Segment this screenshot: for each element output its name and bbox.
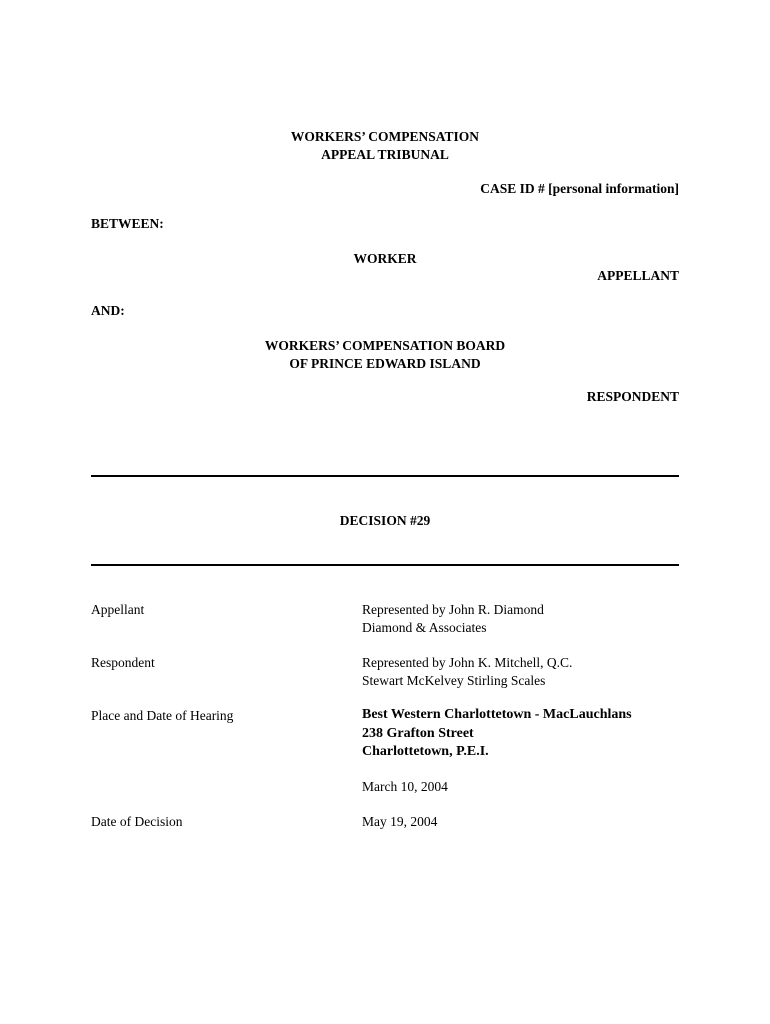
appellant-label: Appellant xyxy=(91,602,145,617)
appellant-name: WORKER xyxy=(353,251,417,266)
case-id: CASE ID # [personal information] xyxy=(480,181,679,196)
respondent-label: Respondent xyxy=(91,655,155,670)
between-label: BETWEEN: xyxy=(91,216,164,231)
respondent-representation xyxy=(362,654,572,690)
hearing-city: Charlottetown, P.E.I. xyxy=(362,744,489,759)
respondent-name xyxy=(0,337,770,373)
top-divider xyxy=(91,475,679,477)
decision-date-label: Date of Decision xyxy=(91,814,183,829)
tribunal-title-line1: WORKERS’ COMPENSATION xyxy=(290,129,480,144)
tribunal-title xyxy=(0,128,770,164)
appellant-representation xyxy=(362,601,544,637)
respondent-name-line1: WORKERS’ COMPENSATION BOARD xyxy=(264,338,506,353)
respondent-name-line2: OF PRINCE EDWARD ISLAND xyxy=(289,356,481,371)
respondent-counsel: Represented by John K. Mitchell, Q.C. xyxy=(362,655,573,670)
respondent-firm: Stewart McKelvey Stirling Scales xyxy=(362,673,546,688)
hearing-label: Place and Date of Hearing xyxy=(91,708,234,723)
and-label: AND: xyxy=(91,303,125,318)
appellant-firm: Diamond & Associates xyxy=(362,620,487,635)
bottom-divider xyxy=(91,564,679,566)
hearing-venue: Best Western Charlottetown - MacLauchlans xyxy=(362,707,632,722)
hearing-street: 238 Grafton Street xyxy=(362,725,474,741)
appellant-counsel: Represented by John R. Diamond xyxy=(362,602,544,617)
tribunal-title-line2: APPEAL TRIBUNAL xyxy=(321,147,449,162)
hearing-place xyxy=(362,706,632,762)
decision-date-value: May 19, 2004 xyxy=(362,814,438,829)
appellant-role: APPELLANT xyxy=(597,268,679,283)
respondent-role: RESPONDENT xyxy=(586,389,679,404)
decision-title: DECISION #29 xyxy=(339,513,431,528)
hearing-date: March 10, 2004 xyxy=(362,779,448,794)
